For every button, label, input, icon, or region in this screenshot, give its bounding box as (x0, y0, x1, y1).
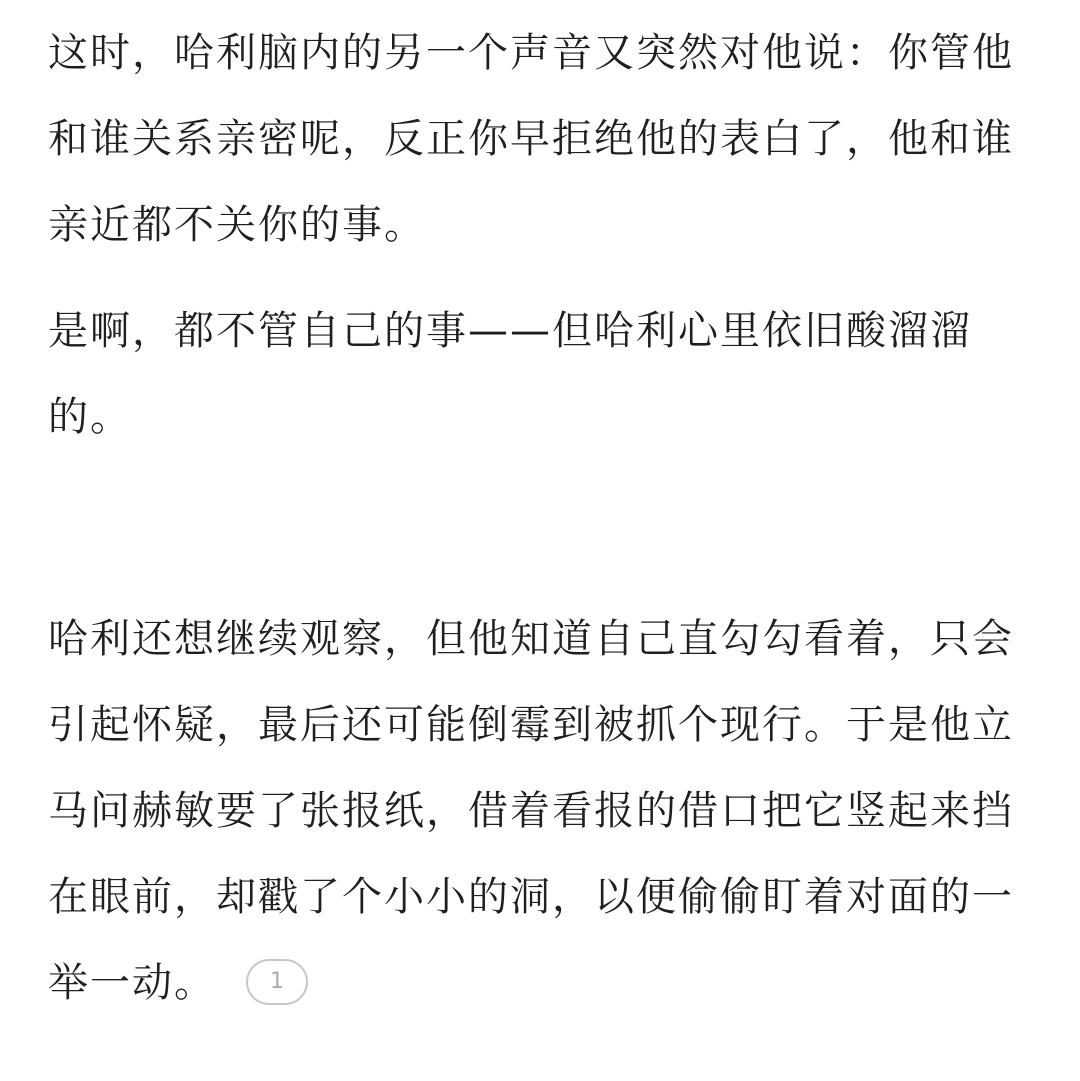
paragraph-2-text: 是啊，都不管自己的事——但哈利心里依旧酸溜溜的。 (48, 308, 972, 440)
paragraph-comment-badge[interactable]: 1 (246, 959, 308, 1005)
paragraph-3 (48, 596, 1040, 1026)
paragraph-1-text: 这时，哈利脑内的另一个声音又突然对他说：你管他和谁关系亲密呢，反正你早拒绝他的表白了，他和谁亲近都不关你的事。 (48, 30, 1014, 248)
article-body (48, 0, 1040, 1026)
paragraph-2 (48, 288, 1040, 460)
paragraph-3-text: 哈利还想继续观察，但他知道自己直勾勾看着，只会引起怀疑，最后还可能倒霉到被抓个现行。于是他立马问赫敏要了张报纸，借着看报的借口把它竖起来挡在眼前，却戳了个小小的洞，以便偷偷盯着对面的一举一动。 (48, 616, 1014, 1006)
paragraph-1 (48, 10, 1040, 268)
